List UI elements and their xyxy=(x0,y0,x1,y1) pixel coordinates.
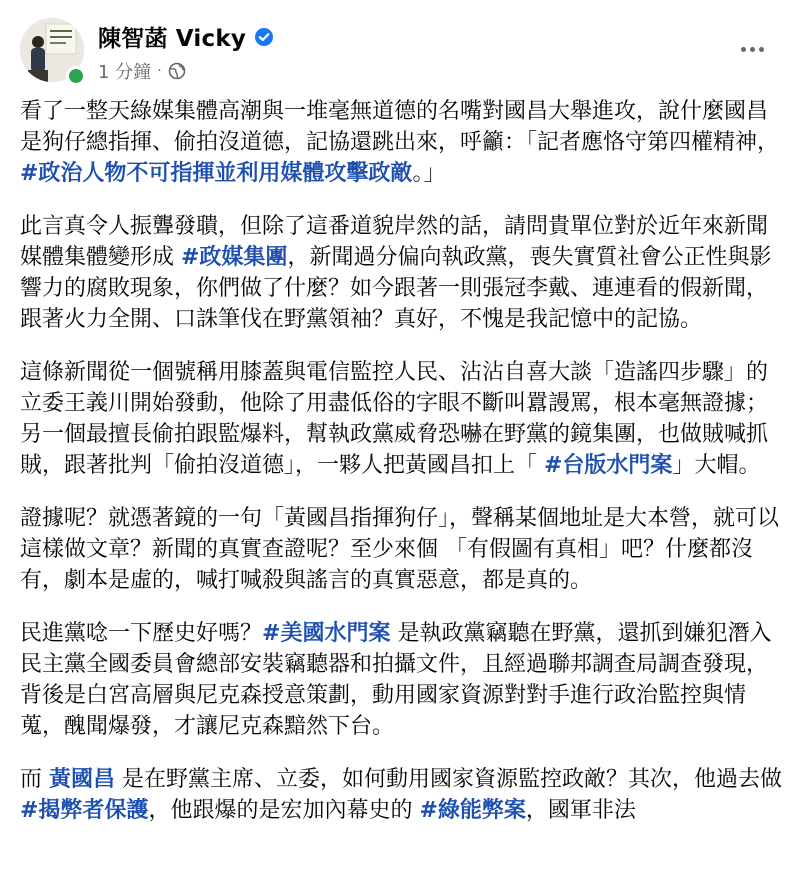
post-paragraph-3: 這條新聞從一個號稱用膝蓋與電信監控人民、沾沾自喜大談「造謠四步驟」的立委王義川開始發動，他除了用盡低俗的字眼不斷叫囂謾罵，根本毫無證據；另一個最擅長偷拍跟監爆料，幫執政黨威脅恐嚇在野黨的鏡集團，也做賊喊抓賊，跟著批判「偷拍沒道德」，一夥人把黃國昌扣上「 #台版水門案」大帽。 xyxy=(20,360,769,478)
globe-icon[interactable] xyxy=(168,62,186,80)
hashtag-link[interactable]: #揭弊者保護 xyxy=(20,798,149,823)
verified-badge-icon xyxy=(254,27,274,47)
post-body xyxy=(20,96,784,848)
hashtag-link[interactable]: #台版水門案 xyxy=(544,453,673,478)
post-paragraph-1: 看了一整天綠媒集體高潮與一堆毫無道德的名嘴對國昌大舉進攻，說什麼國昌是狗仔總指揮、偷拍沒道德，記協還跳出來，呼籲：「記者應恪守第四權精神，#政治人物不可指揮並利用媒體攻擊政敵。」 xyxy=(20,99,780,186)
post-paragraph-6: 而 黃國昌 是在野黨主席、立委，如何動用國家資源監控政敵？其次，他過去做 #揭弊者保護，他跟爆的是宏加內幕史的 #綠能弊案，國軍非法 xyxy=(20,767,783,823)
meta-separator: · xyxy=(157,63,162,79)
hashtag-link[interactable]: #綠能弊案 xyxy=(419,798,526,823)
post-header xyxy=(0,0,800,96)
online-status-dot xyxy=(66,66,86,86)
mention-link[interactable]: 黃國昌 xyxy=(49,767,116,792)
hashtag-link[interactable]: #政治人物不可指揮並利用媒體攻擊政敵 xyxy=(20,161,413,186)
post-timestamp[interactable]: 1 分鐘 xyxy=(98,62,152,83)
post-paragraph-4: 證據呢？就憑著鏡的一句「黃國昌指揮狗仔」，聲稱某個地址是大本營，就可以這樣做文章？新聞的真實查證呢？至少來個 「有假圖有真相」吧？什麼都沒有，劇本是虛的，喊打喊殺與謠言的真實惡意，都是真的。 xyxy=(20,506,780,593)
hashtag-link[interactable]: #政媒集團 xyxy=(181,245,288,270)
author-name[interactable]: 陳智菡 Vicky xyxy=(98,26,247,52)
post-paragraph-5: 民進黨唸一下歷史好嗎？#美國水門案 是執政黨竊聽在野黨，還抓到嫌犯潛入民主黨全國委員會總部安裝竊聽器和拍攝文件，且經過聯邦調查局調查發現，背後是白宮高層與尼克森授意策劃，動用國家資源對對手進行政治監控與情蒐，醜聞爆發，才讓尼克森黯然下台。 xyxy=(20,621,772,739)
author-row xyxy=(98,20,274,53)
post-paragraph-2: 此言真令人振聾發聵，但除了這番道貌岸然的話，請問貴單位對於近年來新聞媒體集體變形成 #政媒集團，新聞過分偏向執政黨，喪失實質社會公正性與影響力的腐敗現象，你們做了什麼？如今跟著一則張冠李戴、連連看的假新聞，跟著火力全開、口誅筆伐在野黨領袖？真好，不愧是我記憶中的記協。 xyxy=(20,214,772,332)
more-options-icon[interactable] xyxy=(732,34,772,64)
post-meta xyxy=(98,58,186,84)
hashtag-link[interactable]: #美國水門案 xyxy=(262,621,391,646)
